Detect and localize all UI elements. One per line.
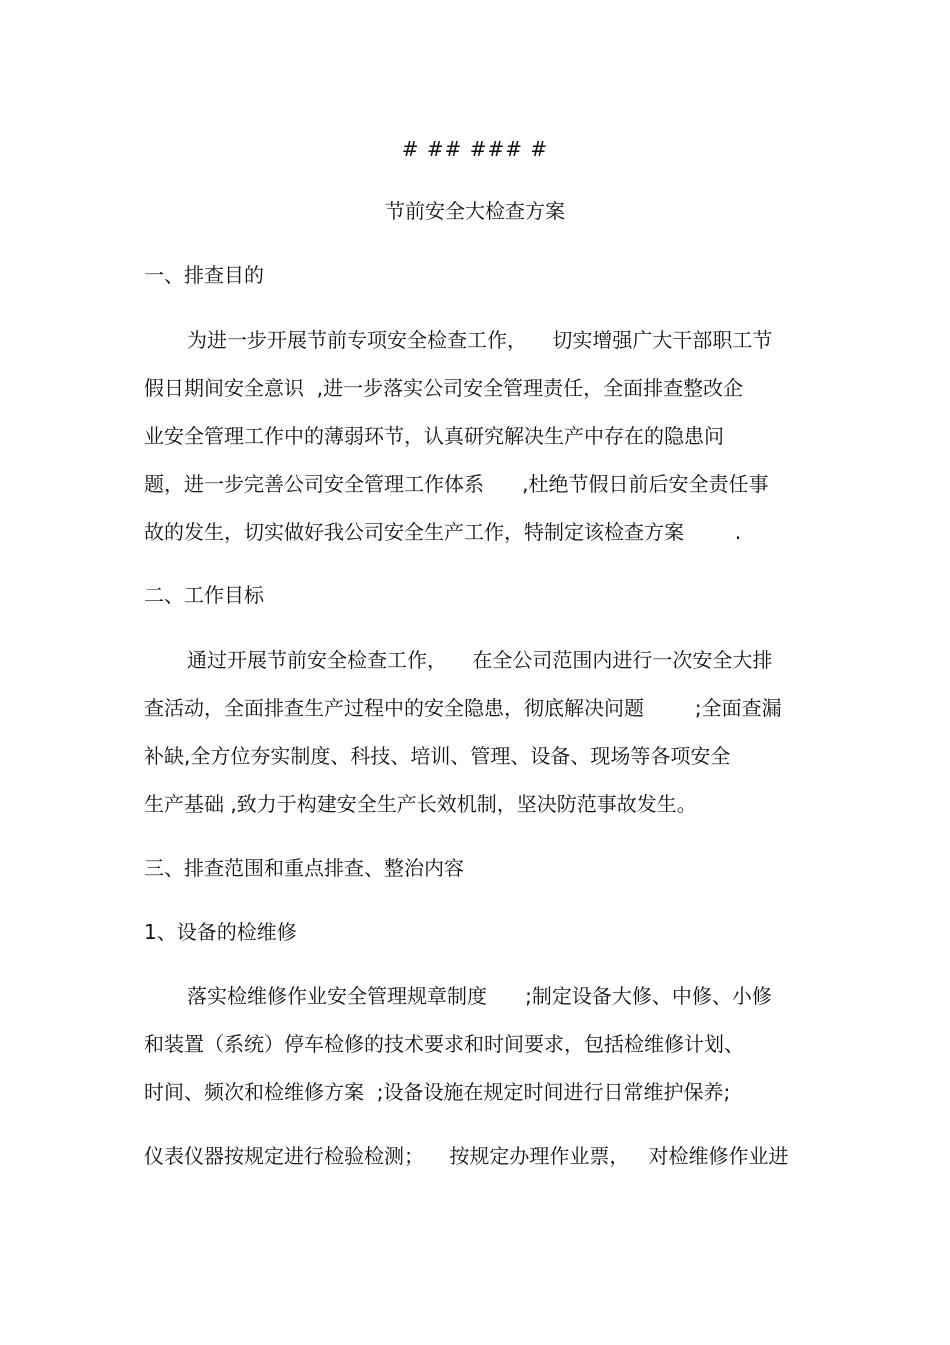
paragraph-line: 通过开展节前安全检查工作， 在全公司范围内进行一次安全大排 [187,648,773,672]
paragraph-line: 补缺,全方位夯实制度、科技、培训、管理、设备、现场等各项安全 [144,744,731,768]
paragraph-line: 查活动，全面排查生产过程中的安全隐患，彻底解决问题 ;全面查漏 [144,696,782,720]
section-heading-scope: 三、排查范围和重点排查、整治内容 [144,856,464,880]
paragraph-line: 题，进一步完善公司安全管理工作体系 ,杜绝节假日前后安全责任事 [144,472,769,496]
paragraph-line: 假日期间安全意识 ,进一步落实公司安全管理责任，全面排查整改企 [144,376,744,400]
paragraph-line: 故的发生，切实做好我公司安全生产工作，特制定该检查方案 . [144,520,742,544]
paragraph-line: 时间、频次和检维修方案 ;设备设施在规定时间进行日常维护保养; [144,1080,731,1104]
paragraph-line: 业安全管理工作中的薄弱环节，认真研究解决生产中存在的隐患问 [144,424,724,448]
paragraph-line: 为进一步开展节前专项安全检查工作， 切实增强广大干部职工节 [187,328,773,352]
paragraph-line: 落实检维修作业安全管理规章制度 ;制定设备大修、中修、小修 [187,984,772,1008]
paragraph-line: 仪表仪器按规定进行检验检测； 按规定办理作业票， 对检维修作业进 [144,1144,789,1168]
paragraph-line: 生产基础 ,致力于构建安全生产长效机制，坚决防范事故发生。 [144,792,697,816]
document-title: 节前安全大检查方案 [385,199,565,223]
paragraph-line: 和装置（系统）停车检修的技术要求和时间要求，包括检维修计划、 [144,1032,744,1056]
section-heading-purpose: 一、排查目的 [144,263,264,287]
section-heading-goal: 二、工作目标 [144,583,264,607]
document-code: # ## ### # [401,137,549,161]
subsection-heading-maintenance: 1、设备的检维修 [144,920,297,944]
